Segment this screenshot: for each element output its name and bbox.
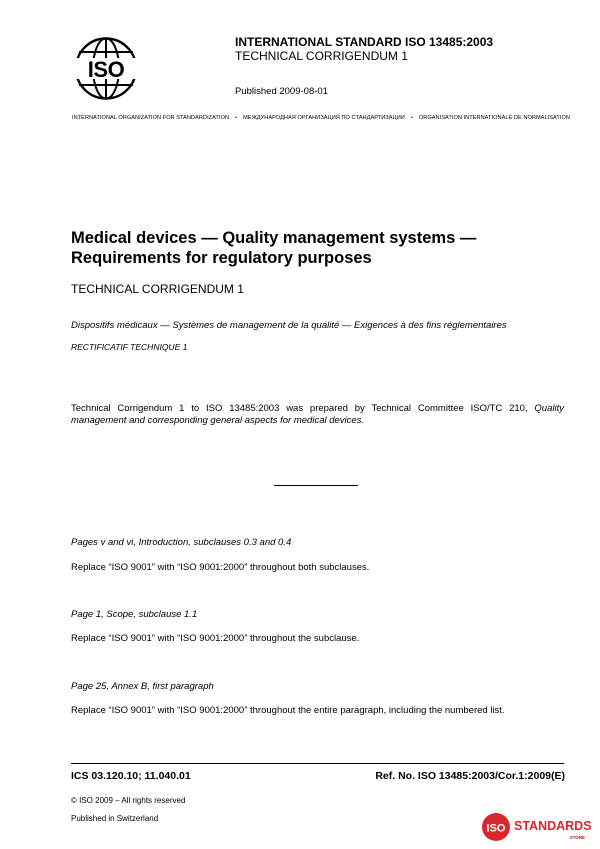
item-body: Replace “ISO 9001” with “ISO 9001:2000” throughout the subclause.: [71, 633, 360, 644]
org-separator: •: [410, 115, 413, 121]
item-body: Replace “ISO 9001” with “ISO 9001:2000” throughout the entire paragraph, including the numbered list.: [71, 705, 505, 716]
org-fr: ORGANISATION INTERNATIONALE DE NORMALISATION: [418, 115, 570, 121]
organizations-line: [72, 115, 570, 121]
corrigendum-label: TECHNICAL CORRIGENDUM 1: [71, 282, 244, 296]
standard-subtitle: TECHNICAL CORRIGENDUM 1: [235, 49, 408, 63]
published-in: Published in Switzerland: [71, 814, 159, 823]
standard-title: INTERNATIONAL STANDARD ISO 13485:2003: [235, 35, 494, 49]
copyright: © ISO 2009 – All rights reserved: [71, 796, 186, 805]
french-title: Dispositifs médicaux — Systèmes de management de la qualité — Exigences à des fins réglementaires: [71, 320, 507, 331]
badge-store-text: STORE: [569, 835, 585, 840]
store-badge-icon: [481, 812, 593, 844]
iso-logo-text: ISO: [87, 57, 125, 82]
iso-standards-store-badge[interactable]: [481, 812, 593, 844]
title-line-2: Requirements for regulatory purposes: [71, 249, 372, 267]
org-separator: •: [235, 115, 238, 121]
intro-end: .: [361, 415, 365, 426]
item-heading: Page 1, Scope, subclause 1.1: [71, 609, 198, 620]
published-date: Published 2009-08-01: [235, 86, 328, 97]
footer-rule: [71, 763, 564, 764]
reference-number: Ref. No. ISO 13485:2003/Cor.1:2009(E): [375, 770, 565, 782]
french-corrigendum-label: RECTIFICATIF TECHNIQUE 1: [71, 342, 188, 352]
item-heading: Pages v and vi, Introduction, subclauses 0.3 and 0.4: [71, 537, 292, 548]
section-divider: [274, 485, 358, 486]
item-body: Replace “ISO 9001” with “ISO 9001:2000” throughout both subclauses.: [71, 562, 370, 573]
ics-code: ICS 03.120.10; 11.040.01: [71, 770, 191, 782]
org-en: INTERNATIONAL ORGANIZATION FOR STANDARDIZATION: [72, 115, 230, 121]
intro-paragraph: [71, 403, 564, 427]
title-line-1: Medical devices — Quality management systems —: [71, 229, 477, 247]
iso-logo: [74, 37, 138, 100]
intro-text: Technical Corrigendum 1 to ISO 13485:2003 was prepared by Technical Committee ISO/TC 210,: [71, 403, 535, 414]
badge-standards-text: STANDARDS: [514, 819, 592, 833]
badge-iso-text: ISO: [486, 822, 506, 835]
document-title: [71, 228, 551, 268]
org-ru: МЕЖДУНАРОДНАЯ ОРГАНИЗАЦИЯ ПО СТАНДАРТИЗАЦИИ: [243, 115, 405, 121]
item-heading: Page 25, Annex B, first paragraph: [71, 681, 214, 692]
iso-logo-icon: [74, 37, 138, 100]
intro-committee-name: Quality management and corresponding general aspects for medical devices: [71, 403, 564, 426]
